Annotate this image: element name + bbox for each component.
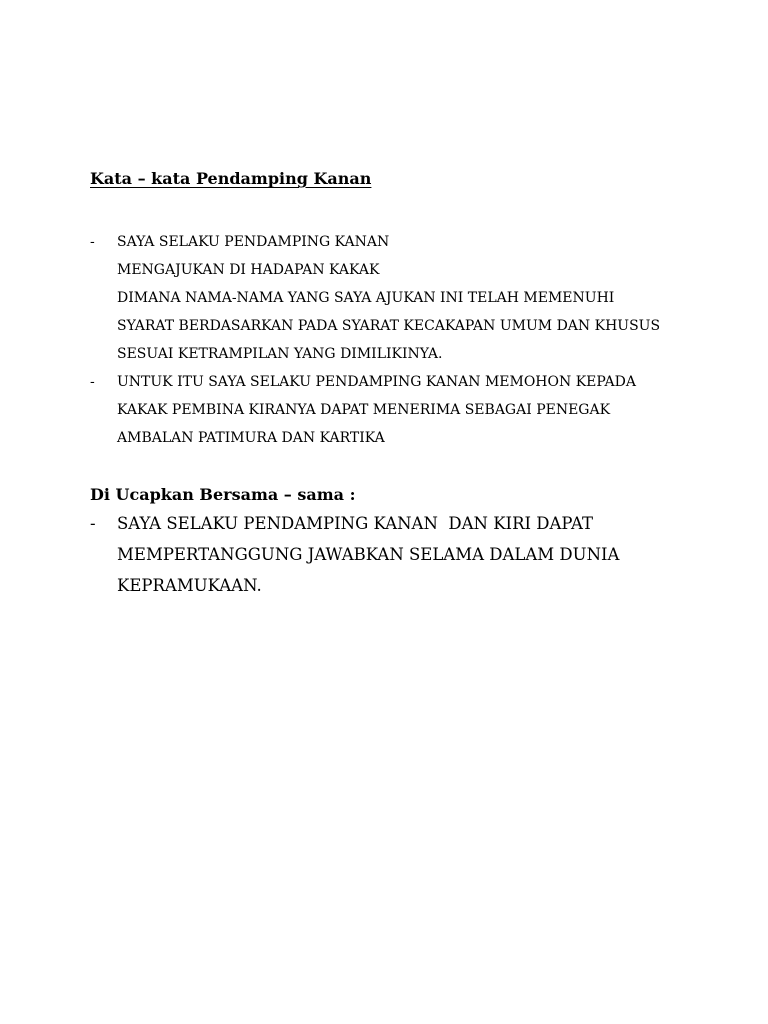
bullet-text (117, 228, 660, 368)
section-heading-bersama: Di Ucapkan Bersama – sama : (90, 485, 356, 504)
text-line: KEPRAMUKAAN. (117, 576, 262, 595)
text-line: KAKAK PEMBINA KIRANYA DAPAT MENERIMA SEBAGAI PENEGAK (117, 402, 611, 418)
bullet-text (117, 368, 636, 452)
text-line: SAYA SELAKU PENDAMPING KANAN (117, 234, 390, 250)
text-line: SAYA SELAKU PENDAMPING KANAN DAN KIRI DAPAT (117, 514, 594, 533)
text-line: AMBALAN PATIMURA DAN KARTIKA (117, 430, 385, 446)
text-line: UNTUK ITU SAYA SELAKU PENDAMPING KANAN MEMOHON KEPADA (117, 374, 636, 390)
bullet-dash: - (90, 374, 95, 390)
text-line: MEMPERTANGGUNG JAWABKAN SELAMA DALAM DUNIA (117, 545, 620, 564)
text-line: SESUAI KETRAMPILAN YANG DIMILIKINYA. (117, 346, 443, 362)
text-line: MENGAJUKAN DI HADAPAN KAKAK (117, 262, 380, 278)
text-line: DIMANA NAMA-NAMA YANG SAYA AJUKAN INI TELAH MEMENUHI (117, 290, 615, 306)
section-heading-pendamping-kanan: Kata – kata Pendamping Kanan (90, 169, 372, 188)
text-line: SYARAT BERDASARKAN PADA SYARAT KECAKAPAN UMUM DAN KHUSUS (117, 318, 661, 334)
bullet-dash: - (90, 514, 96, 533)
bullet-text (117, 508, 619, 601)
bullet-dash: - (90, 234, 95, 250)
